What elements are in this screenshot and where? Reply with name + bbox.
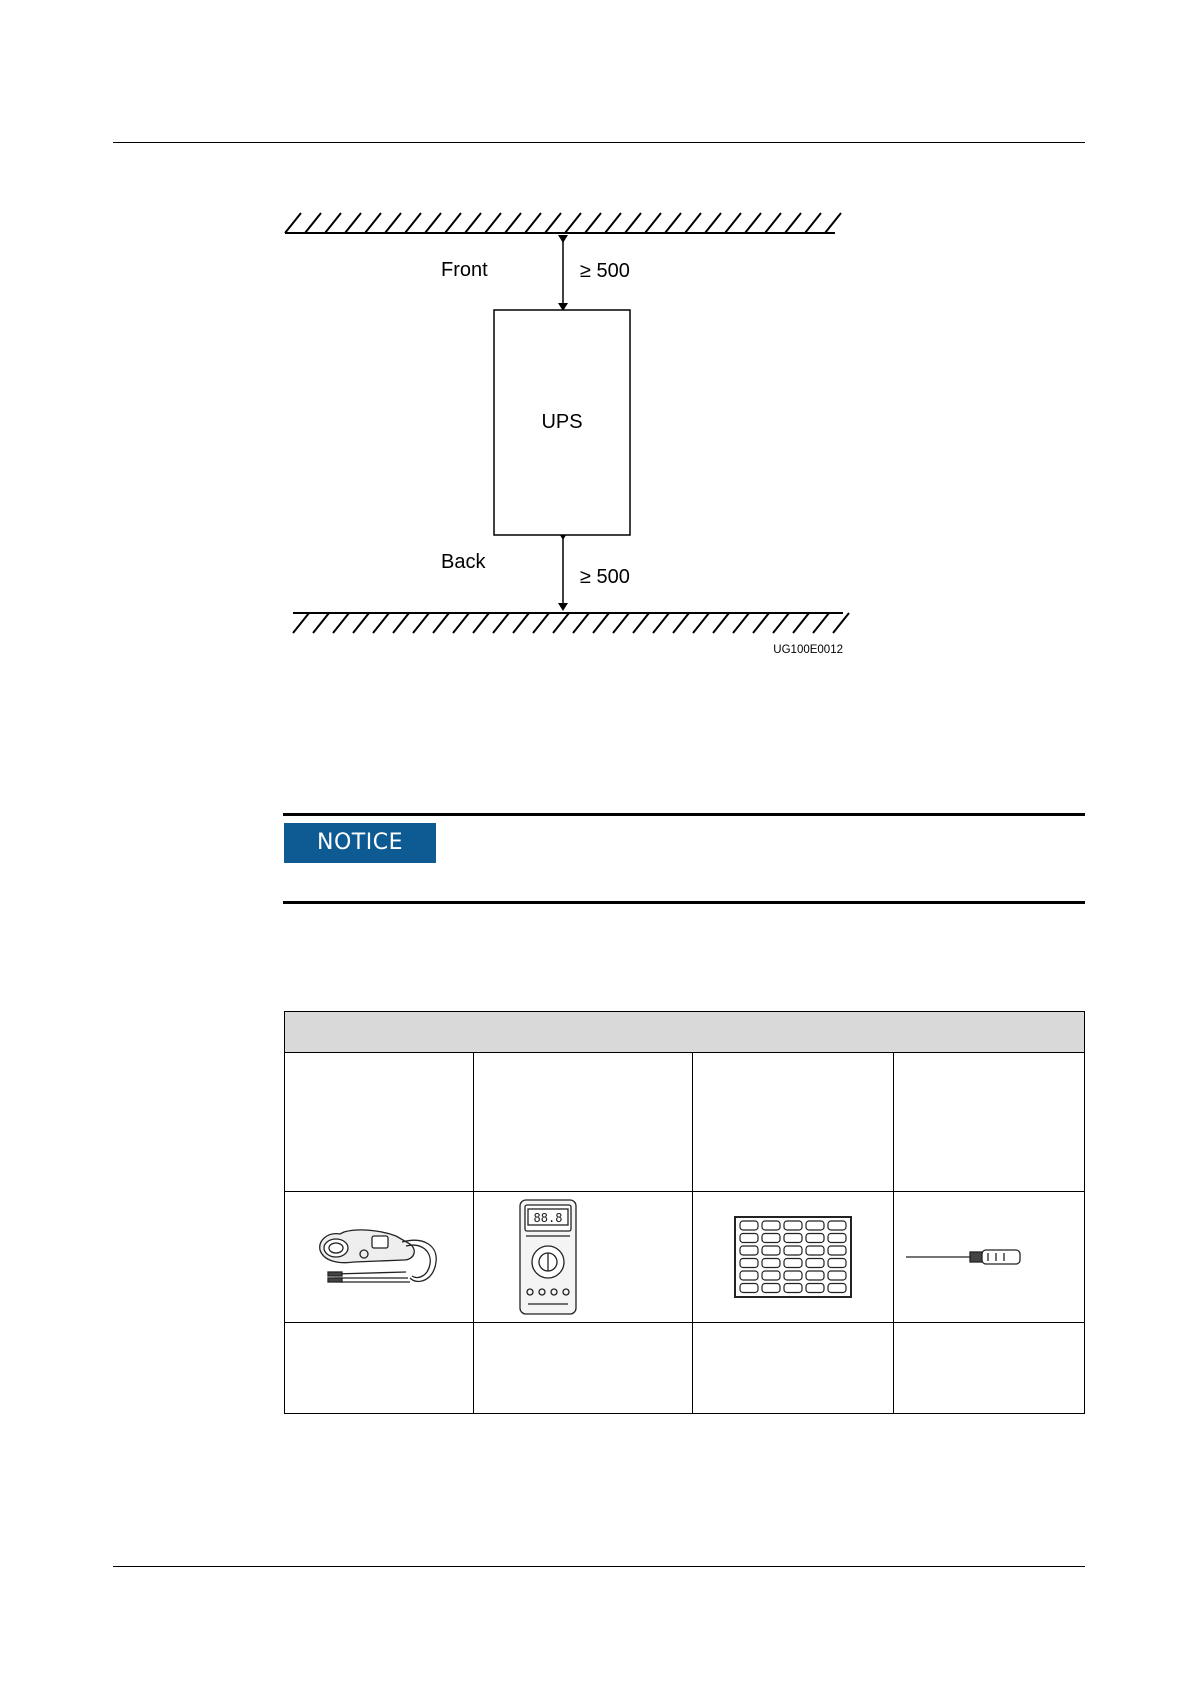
socket-slot	[740, 1246, 758, 1255]
top-wall	[285, 213, 841, 233]
hatch-line	[373, 613, 389, 633]
hatch-line	[305, 213, 321, 233]
socket-slot	[828, 1234, 846, 1243]
hatch-line	[313, 613, 329, 633]
hatch-line	[445, 213, 461, 233]
clamp-meter-icon	[314, 1222, 444, 1292]
svg-text:88.8: 88.8	[533, 1211, 563, 1225]
table-cell	[693, 1192, 894, 1323]
hatch-line	[693, 613, 709, 633]
hatch-line	[753, 613, 769, 633]
hatch-line	[713, 613, 729, 633]
hatch-line	[453, 613, 469, 633]
hatch-line	[473, 613, 489, 633]
hatch-line	[573, 613, 589, 633]
socket-set-icon	[734, 1216, 852, 1298]
hatch-line	[465, 213, 481, 233]
hatch-line	[605, 213, 621, 233]
clearance-diagram	[270, 195, 870, 670]
hatch-line	[585, 213, 601, 233]
table-header-row	[285, 1012, 1085, 1053]
socket-slot	[784, 1284, 802, 1293]
table-cell	[894, 1192, 1085, 1323]
hatch-line	[505, 213, 521, 233]
hatch-line	[665, 213, 681, 233]
hatch-line	[645, 213, 661, 233]
hatch-line	[613, 613, 629, 633]
socket-slot	[806, 1234, 824, 1243]
hatch-line	[633, 613, 649, 633]
socket-slot	[806, 1221, 824, 1230]
multimeter-icon	[518, 1198, 578, 1316]
hatch-line	[285, 213, 301, 233]
socket-slot	[828, 1246, 846, 1255]
hatch-line	[825, 213, 841, 233]
hatch-line	[353, 613, 369, 633]
back-clearance-value: ≥ 500	[580, 566, 630, 588]
socket-slot	[740, 1271, 758, 1280]
hatch-line	[625, 213, 641, 233]
hatch-line	[765, 213, 781, 233]
hatch-line	[425, 213, 441, 233]
hatch-line	[725, 213, 741, 233]
notice-badge: NOTICE	[284, 823, 436, 863]
table-cell	[474, 1323, 693, 1414]
socket-slot	[762, 1221, 780, 1230]
socket-slot	[740, 1221, 758, 1230]
table-cell	[894, 1323, 1085, 1414]
front-clearance-value: ≥ 500	[580, 260, 630, 282]
table-cell	[693, 1053, 894, 1192]
table-cell	[474, 1192, 693, 1323]
hatch-line	[333, 613, 349, 633]
table-cell	[693, 1323, 894, 1414]
hatch-line	[813, 613, 829, 633]
hatch-line	[833, 613, 849, 633]
socket-slot	[784, 1221, 802, 1230]
hatch-line	[773, 613, 789, 633]
screwdriver-icon	[904, 1245, 1024, 1269]
hatch-line	[705, 213, 721, 233]
socket-slot	[784, 1234, 802, 1243]
hatch-line	[393, 613, 409, 633]
socket-slot	[806, 1259, 824, 1268]
hatch-line	[673, 613, 689, 633]
socket-slot	[828, 1221, 846, 1230]
ups-label: UPS	[541, 411, 583, 433]
table-cell	[285, 1053, 474, 1192]
header-rule	[113, 142, 1085, 143]
socket-slot	[828, 1259, 846, 1268]
front-label: Front	[441, 259, 488, 281]
hatch-line	[805, 213, 821, 233]
table-cell	[285, 1192, 474, 1323]
footer-rule	[113, 1566, 1085, 1567]
table-cell	[474, 1053, 693, 1192]
notice-bottom-rule	[283, 901, 1085, 904]
socket-slot	[806, 1284, 824, 1293]
back-label: Back	[441, 551, 486, 573]
socket-slot	[806, 1271, 824, 1280]
socket-slot	[806, 1246, 824, 1255]
socket-slot	[762, 1271, 780, 1280]
hatch-line	[325, 213, 341, 233]
socket-slot	[740, 1234, 758, 1243]
hatch-line	[793, 613, 809, 633]
hatch-line	[345, 213, 361, 233]
socket-slot	[784, 1271, 802, 1280]
hatch-line	[385, 213, 401, 233]
hatch-line	[525, 213, 541, 233]
hatch-line	[565, 213, 581, 233]
hatch-line	[293, 613, 309, 633]
hatch-line	[553, 613, 569, 633]
socket-slot	[762, 1234, 780, 1243]
figure-code: UG100E0012	[773, 644, 843, 656]
socket-slot	[784, 1259, 802, 1268]
socket-slot	[828, 1284, 846, 1293]
hatch-line	[685, 213, 701, 233]
hatch-line	[493, 613, 509, 633]
hatch-line	[433, 613, 449, 633]
socket-slot	[762, 1284, 780, 1293]
socket-slot	[828, 1271, 846, 1280]
hatch-line	[533, 613, 549, 633]
hatch-line	[785, 213, 801, 233]
hatch-line	[653, 613, 669, 633]
hatch-line	[733, 613, 749, 633]
hatch-line	[513, 613, 529, 633]
hatch-line	[745, 213, 761, 233]
socket-slot	[740, 1259, 758, 1268]
hatch-line	[545, 213, 561, 233]
socket-slot	[784, 1246, 802, 1255]
notice-top-rule	[283, 813, 1085, 816]
table-cell	[285, 1323, 474, 1414]
hatch-line	[413, 613, 429, 633]
hatch-line	[405, 213, 421, 233]
tools-table	[284, 1011, 1085, 1414]
hatch-line	[593, 613, 609, 633]
hatch-line	[485, 213, 501, 233]
bottom-wall	[293, 613, 849, 633]
hatch-line	[365, 213, 381, 233]
socket-slot	[762, 1259, 780, 1268]
table-cell	[894, 1053, 1085, 1192]
socket-slot	[762, 1246, 780, 1255]
socket-slot	[740, 1284, 758, 1293]
